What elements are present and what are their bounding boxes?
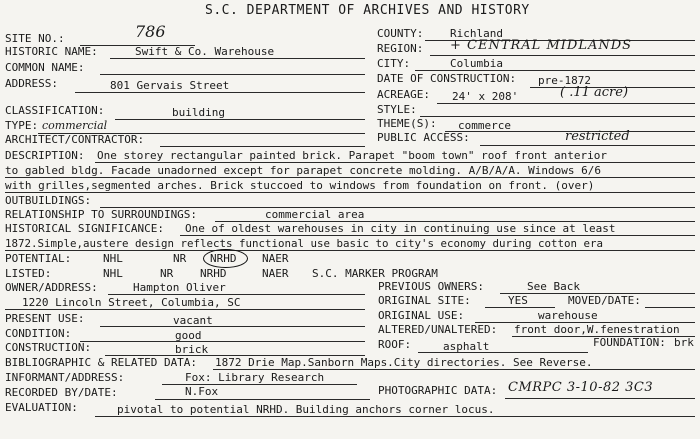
marker-program: S.C. MARKER PROGRAM xyxy=(312,267,438,280)
relationship-value: commercial area xyxy=(265,208,365,221)
description-line-1: One storey rectangular painted brick. Parapet "boom town" roof front anterior xyxy=(97,149,607,162)
city-label: CITY: xyxy=(377,57,411,70)
classification-line xyxy=(115,119,365,120)
listed-nr: NR xyxy=(160,267,174,280)
acreage-value: 24' x 208' xyxy=(452,90,519,103)
potential-label: POTENTIAL: xyxy=(5,252,72,265)
photographic-value: CMRPC 3-10-82 3C3 xyxy=(508,380,654,395)
bibliographic-value: 1872 Drie Map.Sanborn Maps.City directories. See Reverse. xyxy=(215,356,593,369)
original-use-value: warehouse xyxy=(538,309,598,322)
significance-underline-1 xyxy=(180,235,695,236)
potential-naer: NAER xyxy=(262,252,289,265)
recorded-line xyxy=(155,399,370,400)
owner-address-line xyxy=(5,309,365,310)
present-use-label: PRESENT USE: xyxy=(5,312,85,325)
historic-name-line xyxy=(110,58,365,59)
listed-naer: NAER xyxy=(262,267,289,280)
listed-label: LISTED: xyxy=(5,267,52,280)
original-site-value: YES xyxy=(508,294,528,307)
owner-line xyxy=(108,294,365,295)
photographic-label: PHOTOGRAPHIC DATA: xyxy=(378,384,498,397)
foundation-value: brk xyxy=(674,336,694,349)
public-access-value: restricted xyxy=(565,129,630,144)
foundation-label: FOUNDATION: xyxy=(593,336,666,349)
condition-line xyxy=(80,341,365,342)
date-construction-value: pre-1872 xyxy=(538,74,591,87)
previous-owners-label: PREVIOUS OWNERS: xyxy=(378,280,484,293)
site-no-label: SITE NO.: xyxy=(5,32,65,45)
public-access-label: PUBLIC ACCESS: xyxy=(377,131,470,144)
city-line xyxy=(415,70,695,71)
architect-label: ARCHITECT/CONTRACTOR: xyxy=(5,133,145,146)
county-value: Richland xyxy=(450,27,503,40)
address-line xyxy=(75,92,365,93)
description-line-3: with grilles,segmented arches. Brick stuccoed to windows from foundation on front. (over) xyxy=(5,179,595,192)
common-name-label: COMMON NAME: xyxy=(5,61,85,74)
photographic-line xyxy=(505,398,695,399)
altered-value: front door,W.fenestration xyxy=(514,323,680,336)
listed-nrhd: NRHD xyxy=(200,267,227,280)
description-underline-3 xyxy=(5,192,695,193)
historic-name-value: Swift & Co. Warehouse xyxy=(135,45,275,58)
type-value: commercial xyxy=(42,119,108,132)
acreage-label: ACREAGE: xyxy=(377,88,430,101)
potential-nrhd: NRHD xyxy=(210,252,237,265)
evaluation-line xyxy=(95,416,695,417)
informant-label: INFORMANT/ADDRESS: xyxy=(5,371,125,384)
potential-nhl: NHL xyxy=(103,252,123,265)
theme-label: THEME(S): xyxy=(377,117,437,130)
bibliographic-line xyxy=(213,369,695,370)
construction-label: CONSTRUCTION: xyxy=(5,341,92,354)
architect-line xyxy=(160,146,365,147)
common-name-line xyxy=(100,74,365,75)
significance-line-1: One of oldest warehouses in city in continuing use since at least xyxy=(185,222,616,235)
roof-value: asphalt xyxy=(443,340,490,353)
original-site-line xyxy=(485,307,555,308)
altered-label: ALTERED/UNALTERED: xyxy=(378,323,498,336)
evaluation-value: pivotal to potential NRHD. Building anchors corner locus. xyxy=(117,403,495,416)
style-label: STYLE: xyxy=(377,103,417,116)
county-label: COUNTY: xyxy=(377,27,424,40)
previous-owners-value: See Back xyxy=(527,280,580,293)
acreage-hand: ( .11 acre) xyxy=(560,85,629,100)
roof-line xyxy=(418,352,588,353)
date-construction-label: DATE OF CONSTRUCTION: xyxy=(377,72,517,85)
roof-label: ROOF: xyxy=(378,338,412,351)
significance-label: HISTORICAL SIGNIFICANCE: xyxy=(5,222,164,235)
recorded-label: RECORDED BY/DATE: xyxy=(5,386,118,399)
significance-line-2: 1872.Simple,austere design reflects functional use basic to city's economy during cotton era xyxy=(5,237,604,250)
recorded-value: N.Fox xyxy=(185,385,219,398)
present-use-value: vacant xyxy=(173,314,213,327)
moved-date-label: MOVED/DATE: xyxy=(568,294,641,307)
style-line xyxy=(420,116,695,117)
relationship-label: RELATIONSHIP TO SURROUNDINGS: xyxy=(5,208,198,221)
construction-value: brick xyxy=(175,343,209,356)
acreage-line xyxy=(437,103,695,104)
condition-label: CONDITION: xyxy=(5,327,72,340)
owner-address: 1220 Lincoln Street, Columbia, SC xyxy=(22,296,241,309)
address-label: ADDRESS: xyxy=(5,77,58,90)
public-access-line xyxy=(480,145,695,146)
historic-name-label: HISTORIC NAME: xyxy=(5,45,98,58)
original-site-label: ORIGINAL SITE: xyxy=(378,294,471,307)
region-value: + CENTRAL MIDLANDS xyxy=(450,38,633,53)
informant-value: Fox: Library Research xyxy=(185,371,325,384)
potential-nr: NR xyxy=(173,252,187,265)
region-label: REGION: xyxy=(377,42,424,55)
significance-underline-2 xyxy=(5,250,695,251)
description-underline-1 xyxy=(95,162,695,163)
owner-name: Hampton Oliver xyxy=(133,281,226,294)
type-label: TYPE: xyxy=(5,119,39,132)
site-no-value: 786 xyxy=(135,22,166,41)
present-use-line xyxy=(100,326,365,327)
original-use-label: ORIGINAL USE: xyxy=(378,309,465,322)
classification-value: building xyxy=(172,106,225,119)
description-underline-2 xyxy=(5,177,695,178)
evaluation-label: EVALUATION: xyxy=(5,401,78,414)
condition-value: good xyxy=(175,329,202,342)
theme-value: commerce xyxy=(458,119,511,132)
moved-date-line xyxy=(645,307,695,308)
address-value: 801 Gervais Street xyxy=(110,79,230,92)
listed-nhl: NHL xyxy=(103,267,123,280)
owner-label: OWNER/ADDRESS: xyxy=(5,281,98,294)
city-value: Columbia xyxy=(450,57,503,70)
description-label: DESCRIPTION: xyxy=(5,149,85,162)
card-title: S.C. DEPARTMENT OF ARCHIVES AND HISTORY xyxy=(205,3,530,18)
classification-label: CLASSIFICATION: xyxy=(5,104,105,117)
outbuildings-label: OUTBUILDINGS: xyxy=(5,194,92,207)
nrhd-circle xyxy=(203,249,248,268)
region-line xyxy=(430,55,695,56)
bibliographic-label: BIBLIOGRAPHIC & RELATED DATA: xyxy=(5,356,198,369)
description-line-2: to gabled bldg. Facade unadorned except for parapet concrete molding. A/B/A/A. Windows 6/6 xyxy=(5,164,602,177)
